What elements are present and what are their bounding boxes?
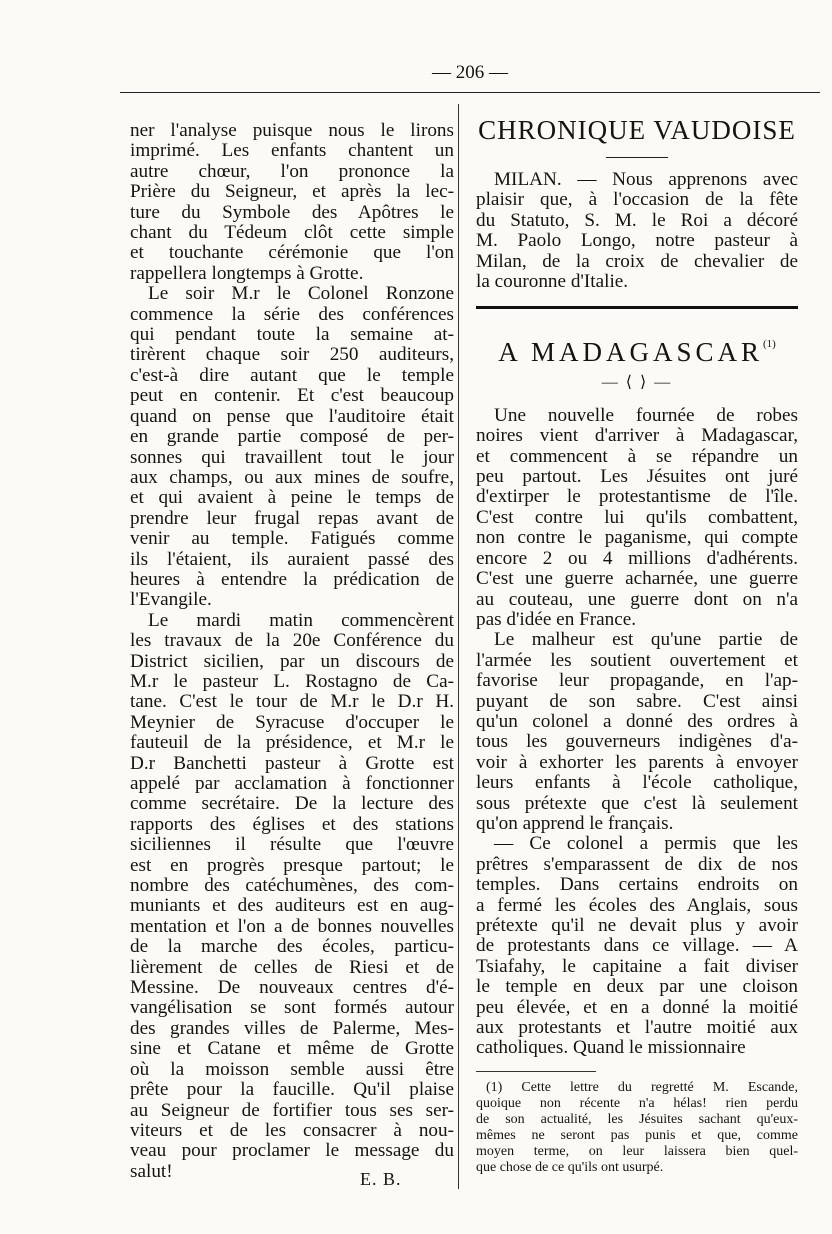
text-line: de la marche des écoles, particu- (130, 936, 454, 958)
text-line: peut en contenir. Et c'est beaucoup (130, 385, 454, 407)
text-line: C'est contre lui qu'ils combattent, (476, 506, 798, 528)
column-divider (458, 104, 459, 1189)
text-line: et commencent à se répandre un (476, 445, 798, 467)
text-line: C'est une guerre acharnée, une guerre (476, 568, 798, 590)
text-line: imprimé. Les enfants chantent un (130, 140, 454, 162)
text-line: temples. Dans certains endroits on (476, 874, 798, 896)
text-line: noires vient d'arriver à Madagascar, (476, 425, 798, 447)
text-line: a fermé les écoles des Anglais, sous (476, 894, 798, 916)
madagascar-text (476, 406, 798, 1059)
text-line: Tsiafahy, le capitaine a fait diviser (476, 955, 798, 977)
text-line: la couronne d'Italie. (476, 271, 629, 293)
text-line: et qui avaient à peine le temps de (130, 487, 454, 509)
footnote-ref: (1) (762, 338, 776, 351)
text-line: de protestants dans ce village. — A (476, 935, 798, 957)
text-line: tane. C'est le tour de M.r le D.r H. (130, 691, 454, 713)
text-line: veau pour proclamer le message du (130, 1140, 454, 1162)
text-line: peu partout. Les Jésuites ont juré (476, 466, 798, 488)
text-line: est en progrès presque partout; le (130, 854, 454, 876)
text-line: moyen terme, on leur laissera bien quel- (476, 1143, 798, 1159)
text-line: plaisir que, à l'occasion de la fête (476, 189, 798, 211)
text-line: Milan, de la croix de chevalier de (476, 250, 798, 272)
text-line: leurs enfants à l'école catholique, (476, 772, 798, 794)
text-line: siciliennes il résulte que l'œuvre (130, 834, 454, 856)
text-line: ner l'analyse puisque nous le lirons (130, 120, 454, 141)
text-line: comme secrétaire. De la lecture des (130, 793, 454, 815)
text-line: Le soir M.r le Colonel Ronzone (148, 283, 454, 305)
text-line: des grandes villes de Palerme, Mes- (130, 1017, 454, 1039)
section-rule (476, 306, 798, 309)
header-rule (120, 92, 820, 93)
text-line: d'extirper le protestantisme de l'île. (476, 486, 798, 508)
text-line: Messine. De nouveaux centres d'é- (130, 977, 454, 999)
text-line: mentation et l'on a de bonnes nouvelles (130, 915, 454, 937)
text-line: aux champs, ou aux mines de soufre, (130, 466, 454, 488)
text-line: et touchante cérémonie que l'on (130, 242, 454, 264)
text-line: M.r le pasteur L. Rostagno de Ca- (130, 670, 454, 692)
chronique-text (476, 170, 798, 292)
text-line: sonnes qui travaillent tout le jour (130, 446, 454, 468)
text-line: encore 2 ou 4 millions d'adhérents. (476, 547, 798, 569)
text-line: voir à exhorter les parents à envoyer (476, 751, 798, 773)
text-line: Le malheur est qu'une partie de (494, 629, 798, 651)
text-line: rappellera longtemps à Grotte. (130, 262, 364, 284)
text-line: chant du Tédeum clôt cette simple (130, 222, 454, 244)
text-line: sous prétexte que c'est là seulement (476, 792, 798, 814)
text-line: quoique non récente n'a hélas! rien perdu (476, 1095, 798, 1111)
text-line: venir au temple. Fatigués comme (130, 528, 454, 550)
text-line: l'Evangile. (130, 589, 212, 611)
text-line: quand on pense que l'auditoire était (130, 405, 454, 427)
text-line: catholiques. Quand le missionnaire (476, 1037, 746, 1059)
madagascar-title (476, 327, 798, 369)
ornament-rule (606, 157, 668, 158)
ornament-icon: — ⟨ ⟩ — (601, 374, 673, 392)
text-line: ture du Symbole des Apôtres le (130, 201, 454, 223)
text-line: tirèrent chaque soir 250 auditeurs, (130, 344, 454, 366)
left-column (130, 120, 454, 1189)
text-line: tous les gouverneurs indigènes d'a- (476, 731, 798, 753)
text-line: peu élevée, et en a donné la moitié (476, 996, 798, 1018)
text-line: Prière du Seigneur, et après la lec- (130, 181, 454, 203)
text-line: D.r Banchetti pasteur à Grotte est (130, 752, 454, 774)
text-line: MILAN. — Nous apprenons avec (494, 169, 798, 190)
text-line: au couteau, une guerre dont on n'a (476, 588, 798, 610)
text-line: qu'un colonel a donné des ordres à (476, 710, 798, 732)
text-line: prête pour la faucille. Qu'il plaise (130, 1079, 454, 1101)
left-column-text (130, 121, 454, 1182)
chronique-title: CHRONIQUE VAUDOISE (478, 115, 796, 145)
text-line: que chose de ce qu'ils ont usurpé. (476, 1159, 664, 1175)
text-line: autre chœur, l'on prononce la (130, 160, 454, 182)
text-line: en grande partie composé de per- (130, 426, 454, 448)
text-line: appelé par acclamation à fonctionner (130, 773, 454, 794)
text-line: puyant de son sabre. C'est ainsi (476, 690, 798, 712)
text-line: c'est-à dire autant que le temple (130, 364, 454, 386)
text-line: sine et Catane et même de Grotte (130, 1038, 454, 1060)
text-line: M. Paolo Longo, notre pasteur à (476, 230, 798, 252)
footnote-rule (476, 1071, 596, 1072)
madagascar-title-text: A MADAGASCAR (498, 337, 763, 368)
text-line: Une nouvelle fournée de robes (494, 404, 798, 426)
text-line: où la moisson semble aussi être (130, 1058, 454, 1080)
text-line: de son actualité, les Jésuites sachant qu'eux- (476, 1111, 798, 1127)
text-line: salut! (130, 1160, 173, 1182)
page-number: — 206 — (432, 62, 508, 83)
text-line: heures à entendre la prédication de (130, 568, 454, 590)
text-line: au Seigneur de fortifier tous ses ser- (130, 1099, 454, 1121)
text-line: muniants et des auditeurs est en aug- (130, 895, 454, 917)
text-line: — Ce colonel a permis que les (494, 833, 798, 855)
text-line: ils l'étaient, ils auraient passé des (130, 548, 454, 570)
text-line: les travaux de la 20e Conférence du (130, 630, 454, 652)
text-line: mêmes ne seront pas punis et que, comme (476, 1127, 798, 1143)
right-column (476, 113, 798, 1176)
text-line: l'armée les soutient ouvertement et (476, 649, 798, 671)
text-line: fauteuil de la présidence, et M.r le (130, 732, 454, 754)
text-line: commence la série des conférences (130, 303, 454, 325)
text-line: vangélisation se sont formés autour (130, 997, 454, 1019)
text-line: favorise leur propagande, en l'ap- (476, 670, 798, 692)
text-line: rapports des églises et des stations (130, 813, 454, 835)
signature: E. B. (360, 1169, 402, 1189)
text-line: qu'on apprend le français. (476, 812, 674, 834)
text-line: District sicilien, par un discours de (130, 650, 454, 672)
text-line: lièrement de celles de Riesi et de (130, 956, 454, 978)
text-line: Meynier de Syracuse d'occuper le (130, 711, 454, 733)
text-line: non contre le paganisme, qui compte (476, 527, 798, 549)
text-line: prétexte qu'il ne devait plus y avoir (476, 915, 798, 936)
text-line: Le mardi matin commencèrent (148, 609, 454, 631)
text-line: qui pendant toute la semaine at- (130, 324, 454, 346)
text-line: prêtres s'emparassent de dix de nos (476, 853, 798, 875)
text-line: (1) Cette lettre du regretté M. Escande, (486, 1079, 798, 1095)
text-line: pas d'idée en France. (476, 608, 637, 630)
text-line: le temple en deux par une cloison (476, 976, 798, 998)
text-line: aux protestants et l'autre moitié aux (476, 1017, 798, 1039)
text-line: du Statuto, S. M. le Roi a décoré (476, 209, 798, 231)
footnote (476, 1080, 798, 1176)
text-line: viteurs et de les consacrer à nou- (130, 1119, 454, 1141)
text-line: prendre leur frugal repas avant de (130, 507, 454, 529)
text-line: nombre des catéchumènes, des com- (130, 875, 454, 897)
